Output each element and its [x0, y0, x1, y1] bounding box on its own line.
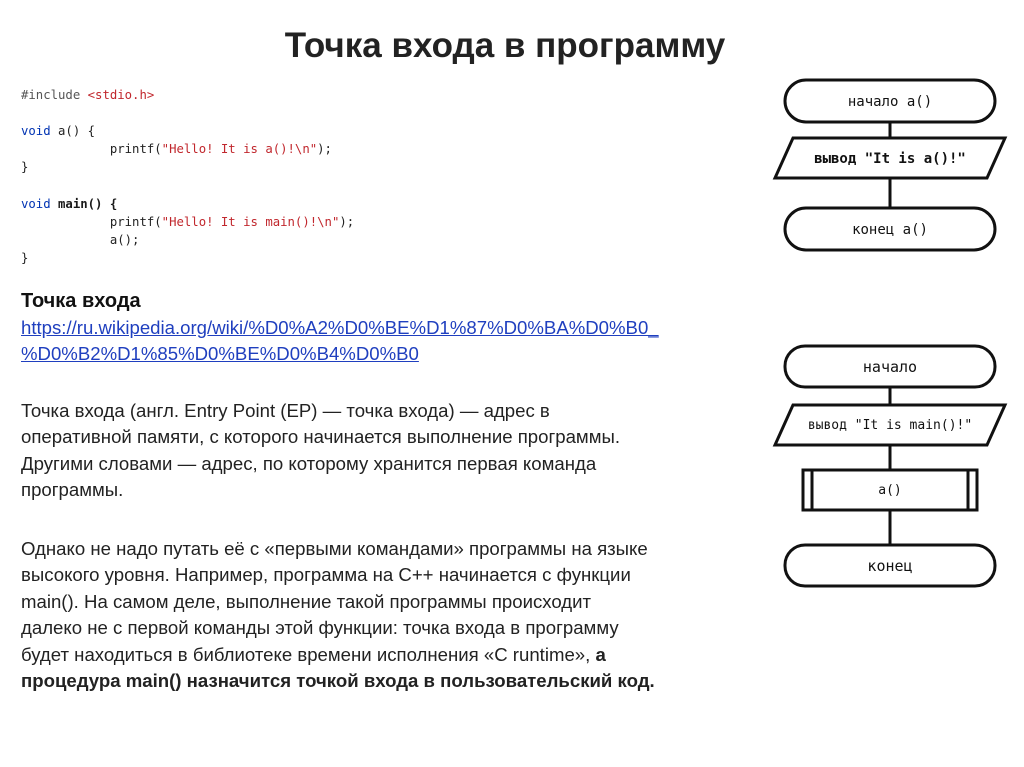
paragraph-line: Однако не надо путать её с «первыми командами» программы на языке: [21, 538, 648, 559]
paragraph-line: main(). На самом деле, выполнение такой программы происходит: [21, 590, 592, 612]
definition-paragraph: [21, 398, 741, 504]
code-keyword-void-main: void: [21, 196, 51, 211]
code-close-brace: }: [21, 160, 29, 175]
section-heading: Точка входа: [21, 290, 141, 312]
paragraph-line-6-bold: процедура main() назначится точкой входа в пользовательский код.: [21, 670, 655, 692]
flow-main-end-label: конец: [867, 557, 913, 575]
link-line-2[interactable]: %D0%B2%D1%85%D0%BE%D0%B4%D0%B0: [21, 343, 419, 364]
flowcharts: [760, 60, 1010, 600]
code-printf-main-close: );: [339, 214, 355, 229]
wikipedia-link[interactable]: [21, 315, 741, 367]
flow-main-output-label: вывод "It is main()!": [807, 418, 973, 433]
code-printf-main-open: printf(: [21, 214, 162, 229]
flow-main-start-label: начало: [862, 358, 918, 376]
code-close-brace-main: }: [21, 250, 29, 265]
paragraph-line: Точка входа (англ. Entry Point (EP) — точка входа) — адрес в: [21, 400, 550, 421]
flow-a-output-label: вывод "It is a()!": [814, 151, 966, 167]
code-printf-open: printf(: [21, 142, 162, 157]
page-title: Точка входа в программу: [284, 26, 726, 65]
paragraph-line: далеко не с первой команды этой функции: точка входа в программу: [21, 617, 619, 639]
code-printf-close: );: [317, 142, 332, 157]
code-call-a: a();: [21, 232, 140, 247]
code-include-header: <stdio.h>: [87, 88, 155, 102]
code-listing: [21, 86, 541, 267]
flow-main-call-label: a(): [878, 483, 902, 498]
explanation-paragraph: [21, 536, 741, 694]
code-string-a: "Hello! It is a()!\n": [161, 142, 318, 157]
link-line-1[interactable]: https://ru.wikipedia.org/wiki/%D0%A2%D0%BE%D1%87%D0%BA%D0%B0_: [21, 317, 659, 338]
paragraph-line: Другими словами — адрес, по которому хранится первая команда: [21, 452, 597, 474]
paragraph-line: [21, 642, 741, 668]
paragraph-line: программы.: [21, 479, 124, 501]
paragraph-line-5-bold: а: [595, 643, 606, 665]
code-keyword-void: void: [21, 124, 51, 139]
code-func-main-signature: main() {: [58, 196, 118, 211]
code-string-main: "Hello! It is main()!\n": [161, 214, 340, 229]
paragraph-line: оперативной памяти, с которого начинается выполнение программы.: [21, 426, 621, 448]
flow-a-end-label: конец a(): [852, 222, 928, 238]
code-include-directive: #include: [21, 88, 81, 102]
code-func-a-signature: a() {: [50, 124, 96, 139]
flow-a-start-label: начало a(): [847, 94, 933, 110]
paragraph-line-5-normal: будет находиться в библиотеке времени исполнения «C runtime»,: [21, 643, 596, 665]
paragraph-line: высокого уровня. Например, программа на C++ начинается с функции: [21, 564, 631, 586]
